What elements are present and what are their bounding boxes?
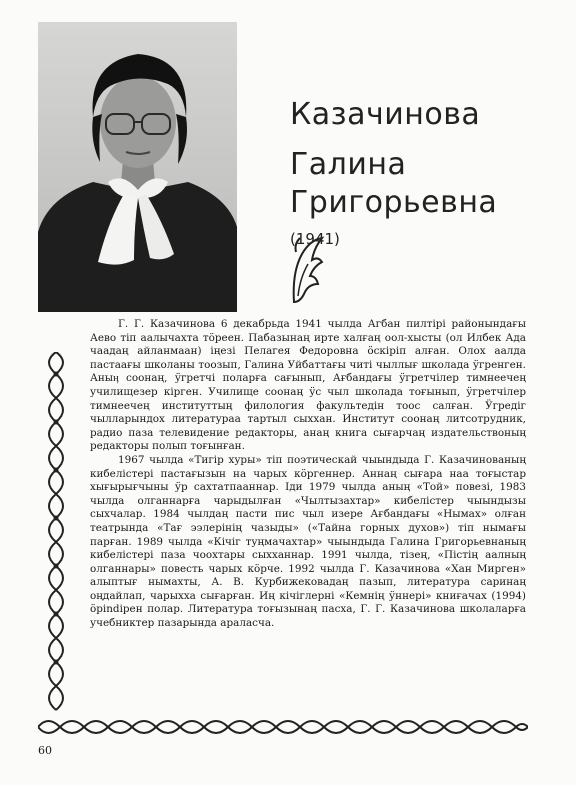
page-number: 60: [38, 744, 52, 757]
bio-paragraph-1: Г. Г. Казачинова 6 декабрьда 1941 чылда Агбан пилтірі районындағы Аево тіп аалычахта тӧреен. Пабазынаң ирте халғаң оол-хысты (ол Илбек Ада чаадаң айланмаан) іңезі Пелагея Федоровна ӧскіріп алған. Олох аалда пастаағы школаны тоозып, Галина Уйбаттағы читі чыллығ школада ӱгренген. Аныӊ соонаң, ӱгретчі поларға сағынып, Ағбандағы ӱгретчілер тимнеечең училищезер кірген. Училище соонаң ӱс чыл школада тоғынып, ӱгретчілер тимнеечең институттың филология факультедін тоос салған. Ӱгредіг чылларындох литератураа тартыл сыххан. Институт соонаң литсотрудник, радио паза телевидение редакторы, анаң книга сығарчаң издательствоның редакторы полып тоғынған.: [90, 318, 526, 453]
bottom-ornament-border: [38, 712, 528, 746]
author-name-block: [290, 96, 560, 248]
bio-paragraph-2: 1967 чылда «Тигір хуры» тіп поэтическай чыындыда Г. Казачинованың кибелістері пастағызын на чарых кӧргеннер. Аннаң сығара наа тоғыстар хығырығчыны ӱр сахтатпааннар. Іди 1979 чылда аның «Той» повезі, 1983 чылда олганнарға чарыдылған «Чылтызахтар» кибелістер чыындызы сыхчалар. 1984 чылдаң пасти пис чыл изере Ағбандағы «Нымах» олған театрында «Тағ ээлерінің чазыды» («Тайна горных духов») тіп нымағы парған. 1989 чылда «Кічіг туңмачахтар» чыындыда Галина Григорьевнаның кибелістері паза чоохтары сыхханнар. 1991 чылда, тізең, «Пістің аалның олганнары» повесть чарых кӧрче. 1992 чылда Г. Казачинова «Хан Мирген» алыптығ нымахты, А. В. Курбижековадаң пазып, литература саринаң оңдайлап, чарыхха сығарған. Иң кічіглерні «Кемнің ӱннері» книғачах (1994) ӧрindірен полар. Литература тоғызынаң пасха, Г. Г. Казачинова школаларға учебниктер пазарында араласча.: [90, 453, 526, 630]
author-given-name: Галина: [290, 147, 407, 182]
biography-text: [90, 318, 526, 631]
author-surname: Казачинова: [290, 97, 481, 132]
author-birth-year: (1941): [290, 230, 340, 248]
title-ornament: [288, 232, 328, 312]
left-ornament-border: [38, 352, 74, 716]
author-patronymic: Григорьевна: [290, 185, 498, 220]
author-portrait-photo: [38, 22, 237, 312]
